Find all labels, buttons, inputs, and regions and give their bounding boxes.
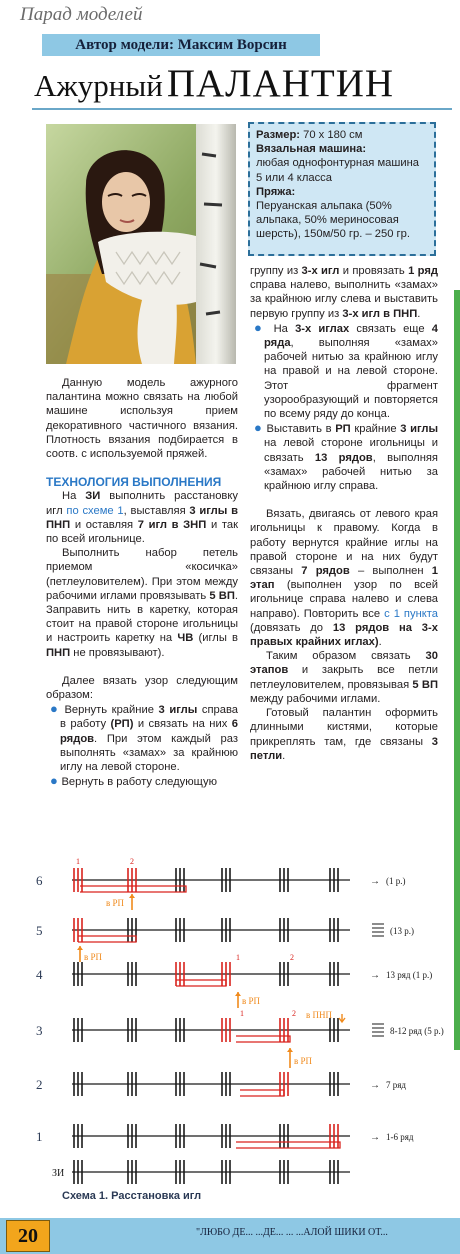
page-number: 20: [6, 1220, 50, 1252]
label-rp: в РП: [294, 1056, 313, 1066]
diagram-row-2: [36, 1072, 406, 1096]
row-note-arrow: →: [370, 1080, 380, 1091]
diagram-row-4: [36, 962, 432, 986]
title-rule: [32, 108, 452, 110]
machine-value: любая однофонтурная машина 5 или 4 класса: [256, 157, 420, 184]
tech-p3: Далее вязать узор следующим образом:: [46, 674, 238, 702]
row-note: 1-6 ряд: [386, 1132, 414, 1142]
diagram-row-1: [36, 1124, 414, 1148]
up-arrow-rp-head: [287, 1048, 293, 1052]
model-photo-illustration: [46, 124, 236, 364]
marker-1: 1: [76, 857, 80, 866]
author-banner: Автор модели: Максим Ворсин: [42, 34, 320, 56]
tech-c2p4: Готовый палантин оформить длинными кистями, которые прикреплять там, где связаны 3 петли.: [250, 707, 438, 762]
label-rp: в РП: [106, 898, 125, 908]
tech-heading: ТЕХНОЛОГИЯ ВЫПОЛНЕНИЯ: [46, 475, 222, 490]
tech-p1: На ЗИ выполнить расстановку игл по схеме 1, выставляя 3 иглы в ПНП и оставляя 7 игл в ЗНП и так по всей игольнице.: [46, 490, 238, 546]
size-value: 70 х 180 см: [303, 129, 363, 141]
yarn-value: Перуанская альпака (50% альпака, 50% мериносовая шерсть), 150м/50 гр. – 250 гр.: [256, 200, 410, 241]
label-rp: в РП: [242, 996, 261, 1006]
marker-2: 2: [292, 1009, 296, 1018]
diagram-row-6: [36, 868, 406, 892]
row-number: 4: [36, 967, 43, 982]
carriage-loop-arrow: [80, 886, 186, 892]
step-bullet-3: ● На 3-х иглах связать еще 4 ряда, выполняя «замах» рабочей нитью за крайнюю иглу на правой и на левой стороне. Этот фрагмент узорообразующий и повторяется по всему ряду до конца.: [254, 319, 439, 421]
right-column: [250, 264, 438, 763]
up-arrow-rp-head: [129, 894, 135, 898]
title-big: ПАЛАНТИН: [166, 62, 395, 105]
tech-c2p3: Таким образом связать 30 этапов и закрыть все петли петлеуловителем, провязывая 5 ВП между рабочими иглами.: [250, 650, 438, 705]
diagram-row-3: [36, 1018, 444, 1042]
specs-box: [248, 122, 436, 256]
row-number: 3: [36, 1023, 43, 1038]
intro-paragraph: Данную модель ажурного палантина можно связать на любой машине используя прием декоративного частичного вязания. Плотность вязания подбирается в соотв. с используемой пряжей.: [46, 377, 238, 461]
title-small: Ажурный: [34, 68, 163, 103]
row-note-arrow: →: [370, 970, 380, 981]
machine-label: Вязальная машина:: [256, 143, 367, 156]
row-number: 1: [36, 1129, 43, 1144]
row-number: 2: [36, 1077, 43, 1092]
model-photo: [46, 124, 236, 364]
marker-2: 2: [290, 953, 294, 962]
carriage-loop-arrow: [240, 1090, 284, 1096]
size-label: Размер:: [256, 129, 301, 141]
step-bullet-4: ● Выставить в РП крайние 3 иглы на левой стороне игольницы и связать 13 рядов, выполняя «замах» рабочей нитью за крайнюю иглу справа.: [254, 420, 438, 493]
up-arrow-rp-head: [77, 946, 83, 950]
row-note: 13 ряд (1 р.): [386, 970, 433, 980]
row-number: 6: [36, 873, 43, 888]
row-note: 7 ряд: [386, 1080, 406, 1090]
step-bullet-1: ● Вернуть крайние 3 иглы справа в работу (РП) и связать на них 6 рядов. При этом каждый раз выполнять «замах» за крайнюю иглу на левой стороне.: [50, 701, 239, 774]
marker-1: 1: [236, 953, 240, 962]
diagram-caption: Схема 1. Расстановка игл: [62, 1190, 202, 1202]
left-column: [46, 376, 238, 789]
needle-diagram: [0, 838, 460, 1188]
row-note: 8-12 ряд (5 р.): [390, 1026, 444, 1036]
row-note-arrow: →: [370, 876, 380, 887]
label-pnp: в ПНП: [306, 1010, 332, 1020]
up-arrow-rp-head: [235, 992, 241, 996]
diagram-row-5: [36, 918, 414, 942]
marker-1: 1: [240, 1009, 244, 1018]
marker-2: 2: [130, 857, 134, 866]
down-arrow-pnp: [339, 1014, 345, 1022]
footer-text: "ЛЮБО ДЕ... ...ДЕ... ... ...АЛОЙ ШИКИ ОТ...: [196, 1227, 388, 1238]
row-note: (13 р.): [390, 926, 414, 936]
zi-label: ЗИ: [52, 1168, 65, 1179]
article-title: [34, 62, 450, 114]
row-note: (1 р.): [386, 876, 406, 886]
section-title: Парад моделей: [20, 4, 143, 25]
row-note-arrow: →: [370, 1132, 380, 1143]
tech-p2: Выполнить набор петель приемом «косичка» (петлеуловителем). При этом между рабочими иглами провязывать 5 ВП. Заправить нить в каретку, которая стоит на правой стороне игольницы и настроить каретку на ЧВ (иглы в ПНП не провязывают).: [46, 547, 238, 659]
yarn-label: Пряжа:: [256, 185, 296, 198]
carriage-loop-arrow: [236, 1036, 290, 1042]
step-bullet-2: ● Вернуть в работу следующую: [50, 773, 217, 789]
row-number: 5: [36, 923, 43, 938]
tech-c2p2: Вязать, двигаясь от левого края игольницы к правому. Когда в работу вернутся крайние иглы на правой стороне и на них будут связаны 7 рядов – выполнен 1 этап (выполнен узор по всей игольнице справа налево и слева направо). Повторить все с 1 пункта (довязать до 13 рядов на 3-х правых крайних иглах).: [250, 508, 439, 649]
label-rp: в РП: [84, 952, 103, 962]
tech-c2p1: группу из 3-х игл и провязать 1 ряд справа налево, выполнить «замах» за крайнюю иглу слева и выставить первую группу из 3-х игл в ПНП.: [250, 265, 438, 320]
